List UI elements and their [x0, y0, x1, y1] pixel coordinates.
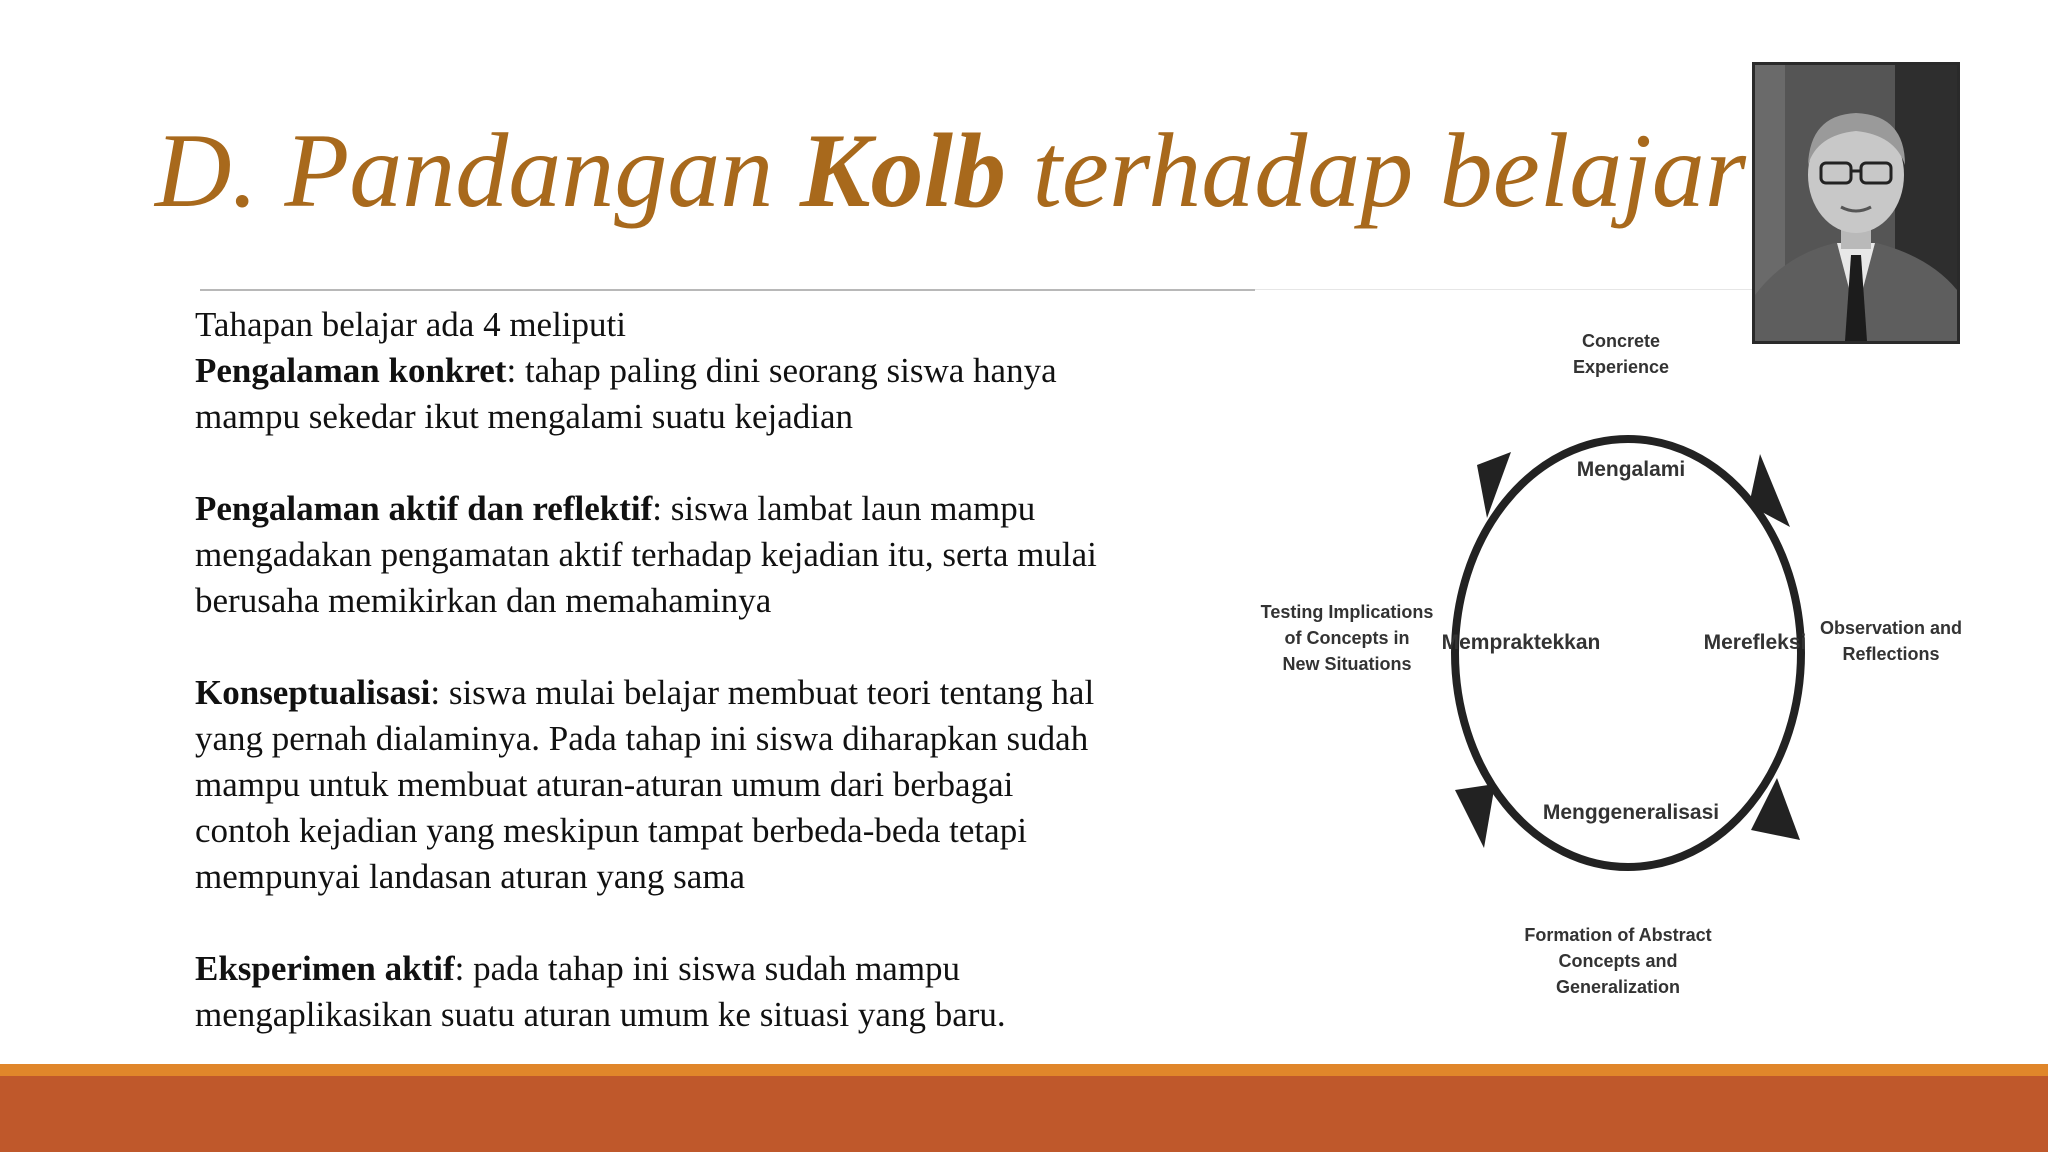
stage-3-line-5: mempunyai landasan aturan yang sama: [195, 857, 746, 896]
slide-title: [155, 112, 1747, 229]
label-inner-left: Mempraktekkan: [1441, 631, 1601, 654]
arrowhead-bottom-left: [1455, 784, 1495, 848]
stage-1-line-2: mampu sekedar ikut mengalami suatu kejadian: [195, 397, 853, 436]
stage-2-term: Pengalaman aktif dan reflektif: [195, 489, 653, 528]
label-right-outer-1: Observation and: [1819, 618, 1963, 638]
stage-4-line-1: [195, 946, 1195, 992]
stage-1-line-1: [195, 348, 1195, 394]
kolb-cycle-diagram: [1255, 320, 1975, 1010]
title-divider-faint: [1255, 289, 1755, 290]
spacer: [195, 440, 1195, 486]
stage-4-text: : pada tahap ini siswa sudah mampu: [454, 949, 961, 988]
footer-bar: [0, 1076, 2048, 1152]
intro-line: Tahapan belajar ada 4 meliputi: [195, 305, 626, 344]
title-prefix: D. Pandangan: [155, 112, 800, 229]
label-top-outer-2: Experience: [1572, 357, 1670, 377]
footer-accent-bar: [0, 1064, 2048, 1076]
stage-2-line-1: [195, 486, 1195, 532]
spacer: [195, 900, 1195, 946]
label-top-outer-1: Concrete: [1581, 331, 1661, 351]
stage-2-line-3: berusaha memikirkan dan memahaminya: [195, 581, 772, 620]
stage-3-line-1: [195, 670, 1195, 716]
label-left-outer-2: of Concepts in: [1284, 628, 1410, 648]
stage-4-term: Eksperimen aktif: [195, 949, 455, 988]
stage-4-line-2: mengaplikasikan suatu aturan umum ke situasi yang baru.: [195, 995, 1006, 1034]
arrowhead-top-left: [1477, 452, 1511, 518]
label-inner-bottom: Menggeneralisasi: [1542, 801, 1720, 824]
label-bottom-outer-3: Generalization: [1555, 977, 1681, 997]
stage-2-line-2: mengadakan pengamatan aktif terhadap kejadian itu, serta mulai: [195, 535, 1097, 574]
portrait-image: [1755, 65, 1957, 341]
stage-3-line-2: yang pernah dialaminya. Pada tahap ini siswa diharapkan sudah: [195, 719, 1089, 758]
label-right-outer-2: Reflections: [1842, 644, 1940, 664]
stage-3-term: Konseptualisasi: [195, 673, 431, 712]
label-bottom-outer-1: Formation of Abstract: [1524, 925, 1712, 945]
stage-3-line-4: contoh kejadian yang meskipun tampat berbeda-beda tetapi: [195, 811, 1027, 850]
label-inner-right: Merefleksi: [1703, 631, 1807, 654]
title-suffix: terhadap belajar: [1005, 112, 1747, 229]
stage-2-text: : siswa lambat laun mampu: [652, 489, 1036, 528]
spacer: [195, 624, 1195, 670]
stage-1-text: : tahap paling dini seorang siswa hanya: [506, 351, 1057, 390]
stage-3-line-3: mampu untuk membuat aturan-aturan umum dari berbagai: [195, 765, 1014, 804]
label-inner-top: Mengalami: [1576, 458, 1686, 481]
stage-1-term: Pengalaman konkret: [195, 351, 507, 390]
label-left-outer-1: Testing Implications: [1260, 602, 1434, 622]
label-left-outer-3: New Situations: [1282, 654, 1412, 674]
portrait-photo: [1752, 62, 1960, 344]
body-text: [195, 302, 1195, 1038]
stage-3-text: : siswa mulai belajar membuat teori tentang hal: [430, 673, 1095, 712]
title-divider: [200, 289, 1255, 291]
label-bottom-outer-2: Concepts and: [1558, 951, 1678, 971]
title-bold-word: Kolb: [799, 112, 1006, 229]
arrowhead-top-right: [1749, 454, 1790, 527]
